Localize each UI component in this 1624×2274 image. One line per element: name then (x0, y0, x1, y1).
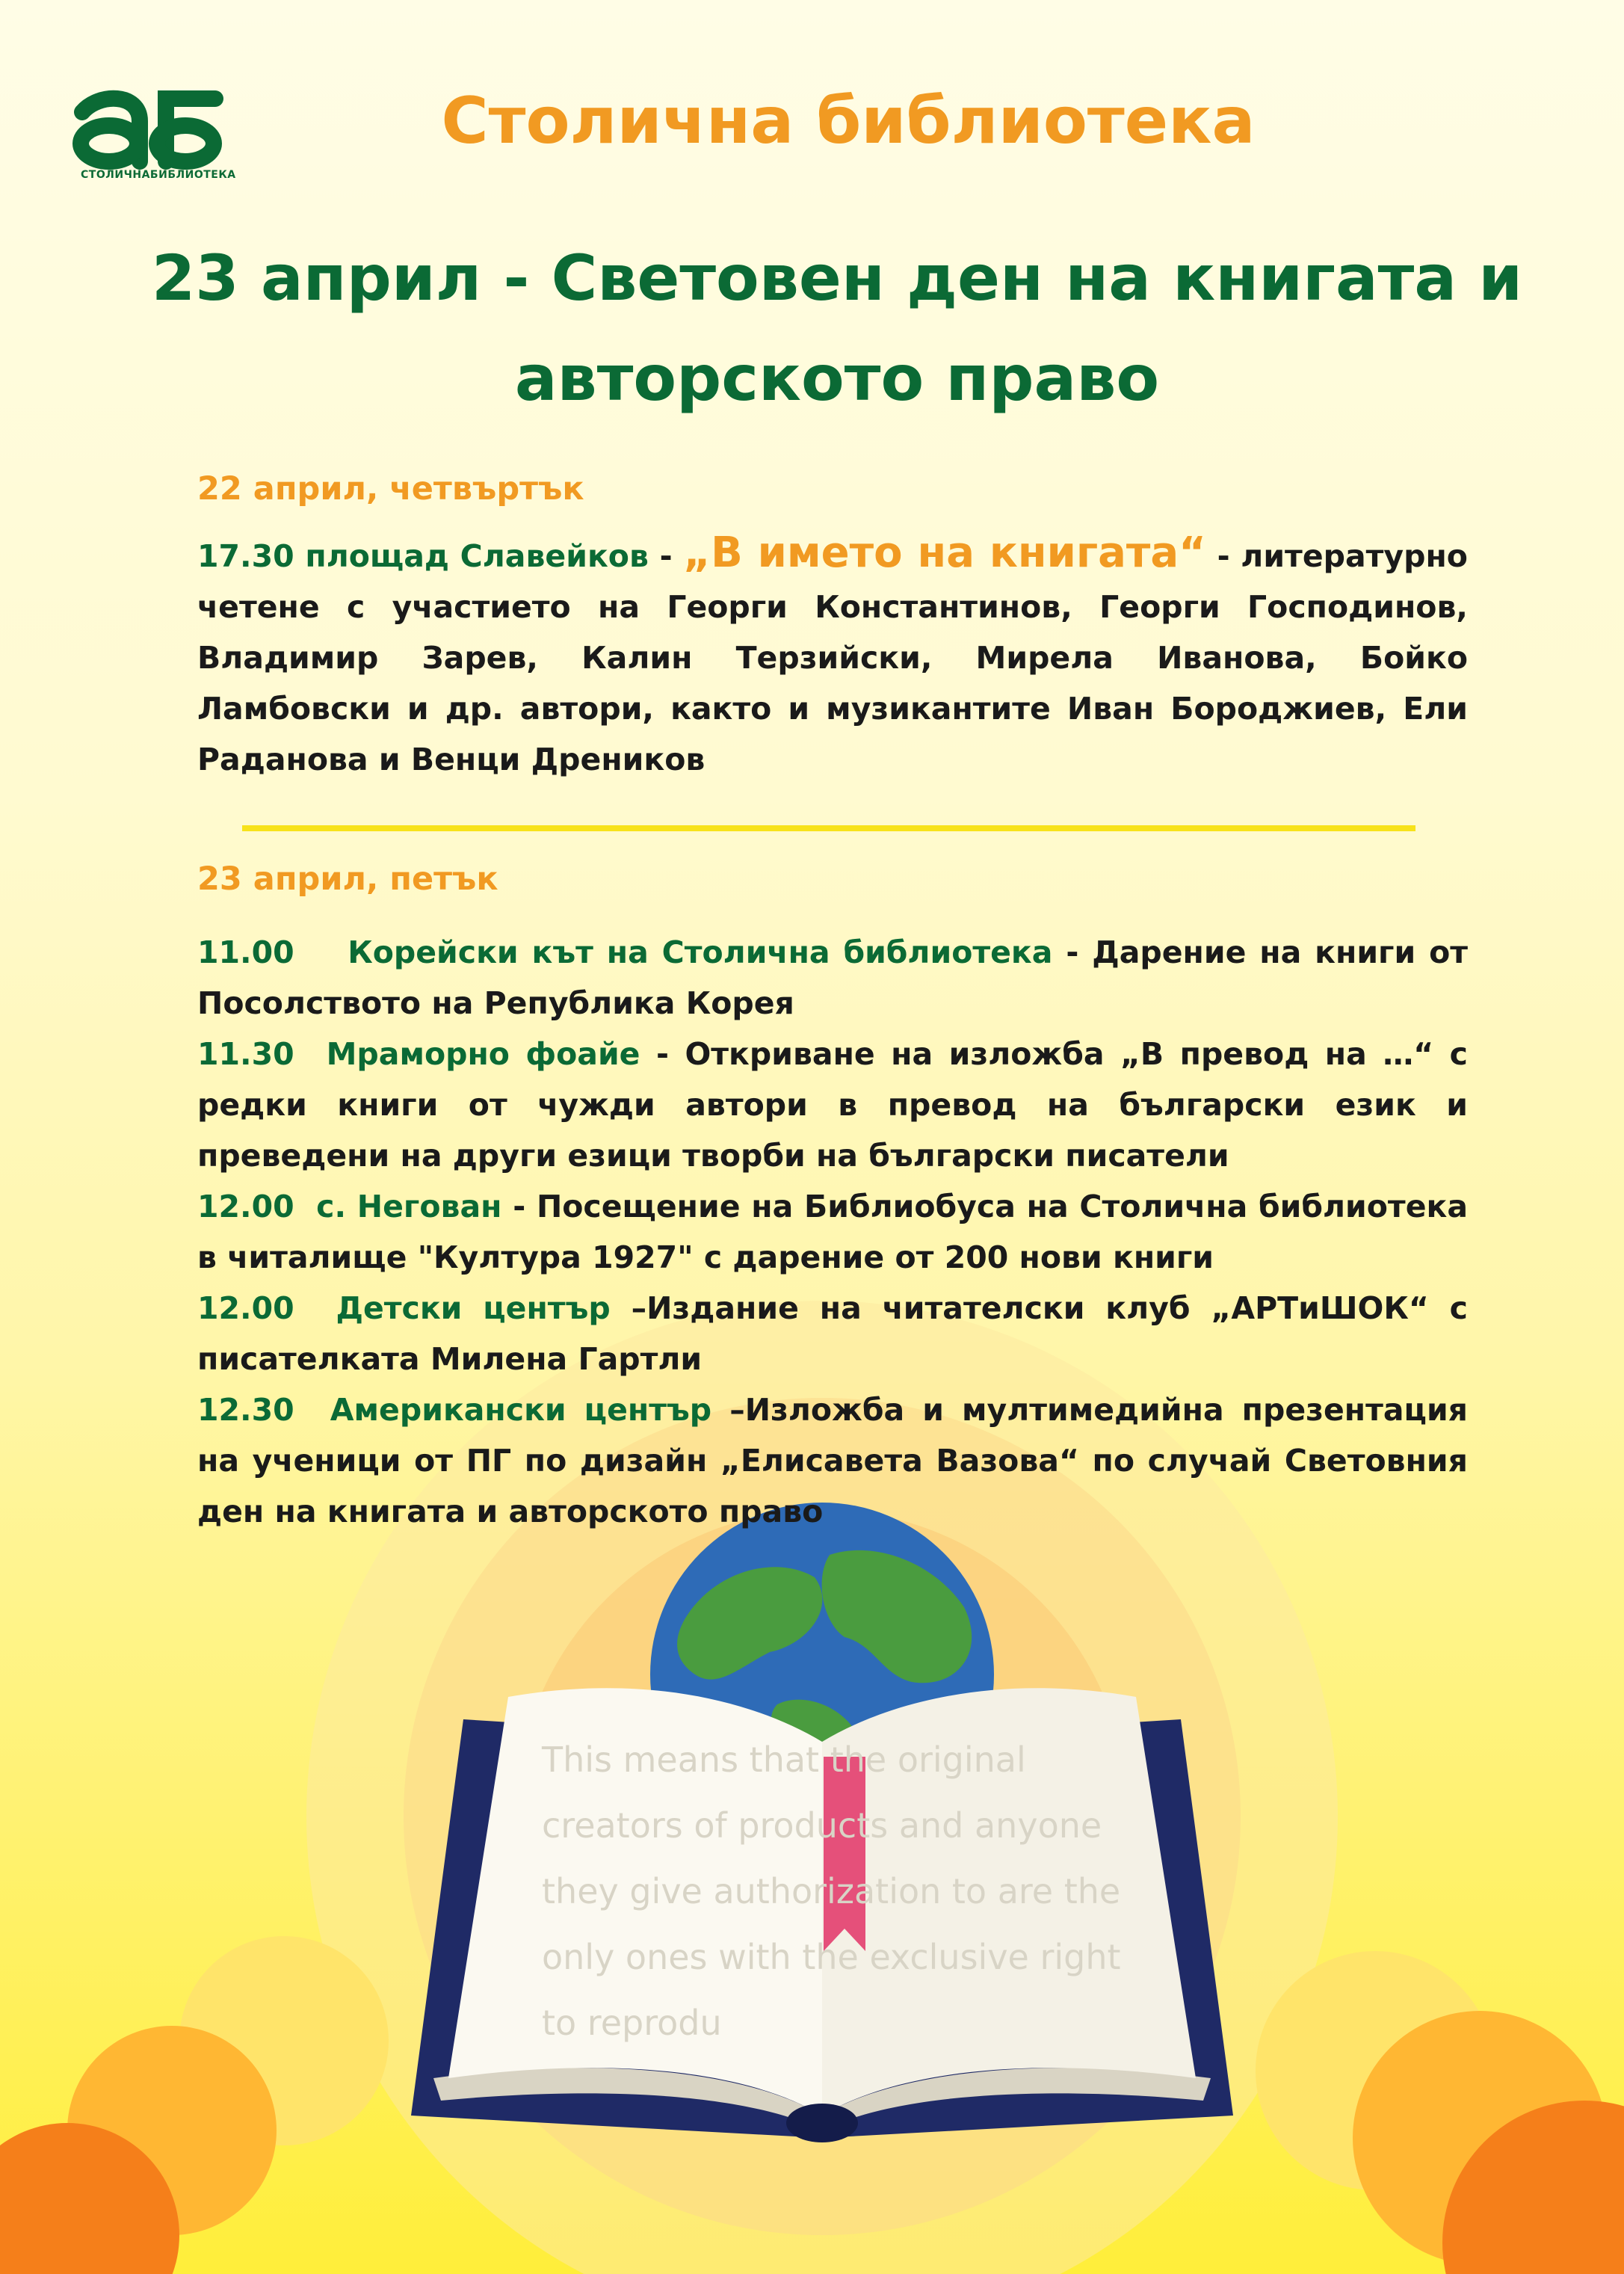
day2-event-1 (197, 927, 1468, 1029)
section-divider (242, 825, 1415, 831)
main-title (97, 228, 1577, 428)
event-time-place: 11.30 Мраморно фоайе (197, 1036, 640, 1072)
day2-event-4 (197, 1283, 1468, 1384)
event-description: - Посещение на Библиобуса на Столична библиотека в читалище "Култура 1927" с дарение от 200 нови книги (197, 1189, 1468, 1275)
event-description: - Дарение на книги от Посолството на Република Корея (197, 934, 1469, 1021)
day1-dash: - (648, 538, 684, 574)
org-title: Столична библиотека (441, 84, 1256, 158)
day1-description: - литературно четене с участието на Георги Константинов, Георги Господинов, Владимир Зарев, Калин Терзийски, Мирела Иванова, Бойко Ламбовски и др. автори, както и музикантите Иван Бороджиев, Ели Раданова и Венци Дреников (197, 538, 1468, 777)
day2-event-2 (197, 1029, 1468, 1181)
event-description: - Откриване на изложба „В превод на …“ с редки книги от чужди автори в превод на български език и преведени на други езици творби на български писатели (197, 1036, 1468, 1174)
book-spine-base (786, 2104, 858, 2142)
bookmark-ribbon (824, 1757, 865, 1951)
book-text-line: they give authorization to are the (542, 1871, 1121, 1911)
day1-event-title: „В името на книгата“ (683, 529, 1206, 577)
book-text-line: only ones with the exclusive right (542, 1937, 1121, 1977)
book-text-line: to reprodu (542, 2003, 722, 2043)
event-time-place: 12.00 с. Негован (197, 1189, 502, 1224)
logo-letter-a-bowl (81, 126, 138, 161)
event-time-place: 12.30 Американски център (197, 1392, 712, 1428)
main-title-line: авторското право (514, 342, 1160, 415)
program-content (197, 463, 1468, 1537)
main-title-line: 23 април - Световен ден на книгата и (151, 241, 1523, 315)
book-text-line: creators of products and anyone (542, 1805, 1102, 1846)
corner-circles-right (1256, 1951, 1624, 2274)
event-time-place: 12.00 Детски център (197, 1290, 611, 1326)
day2-event-3 (197, 1181, 1468, 1283)
logo-caption: СТОЛИЧНАБИБЛИОТЕКА (81, 169, 236, 181)
day2-date: 23 април, петък (197, 860, 498, 898)
day2-event-5 (197, 1384, 1468, 1537)
event-time-place: 11.00 Корейски кът на Столична библиотека (197, 934, 1053, 970)
day1-place: 17.30 площад Славейков (197, 538, 649, 574)
event-description: –Издание на читателски клуб „АРТиШОК“ с писателката Милена Гартли (197, 1290, 1468, 1377)
event-description: –Изложба и мултимедийна презентация на ученици от ПГ по дизайн „Елисавета Вазова“ по случай Световния ден на книгата и авторското право (197, 1392, 1469, 1529)
day1-date: 22 април, четвъртък (197, 470, 584, 508)
book-text-line: This means that the original (542, 1740, 1026, 1780)
day1-event (197, 528, 1468, 785)
corner-circles-left (0, 1936, 389, 2274)
